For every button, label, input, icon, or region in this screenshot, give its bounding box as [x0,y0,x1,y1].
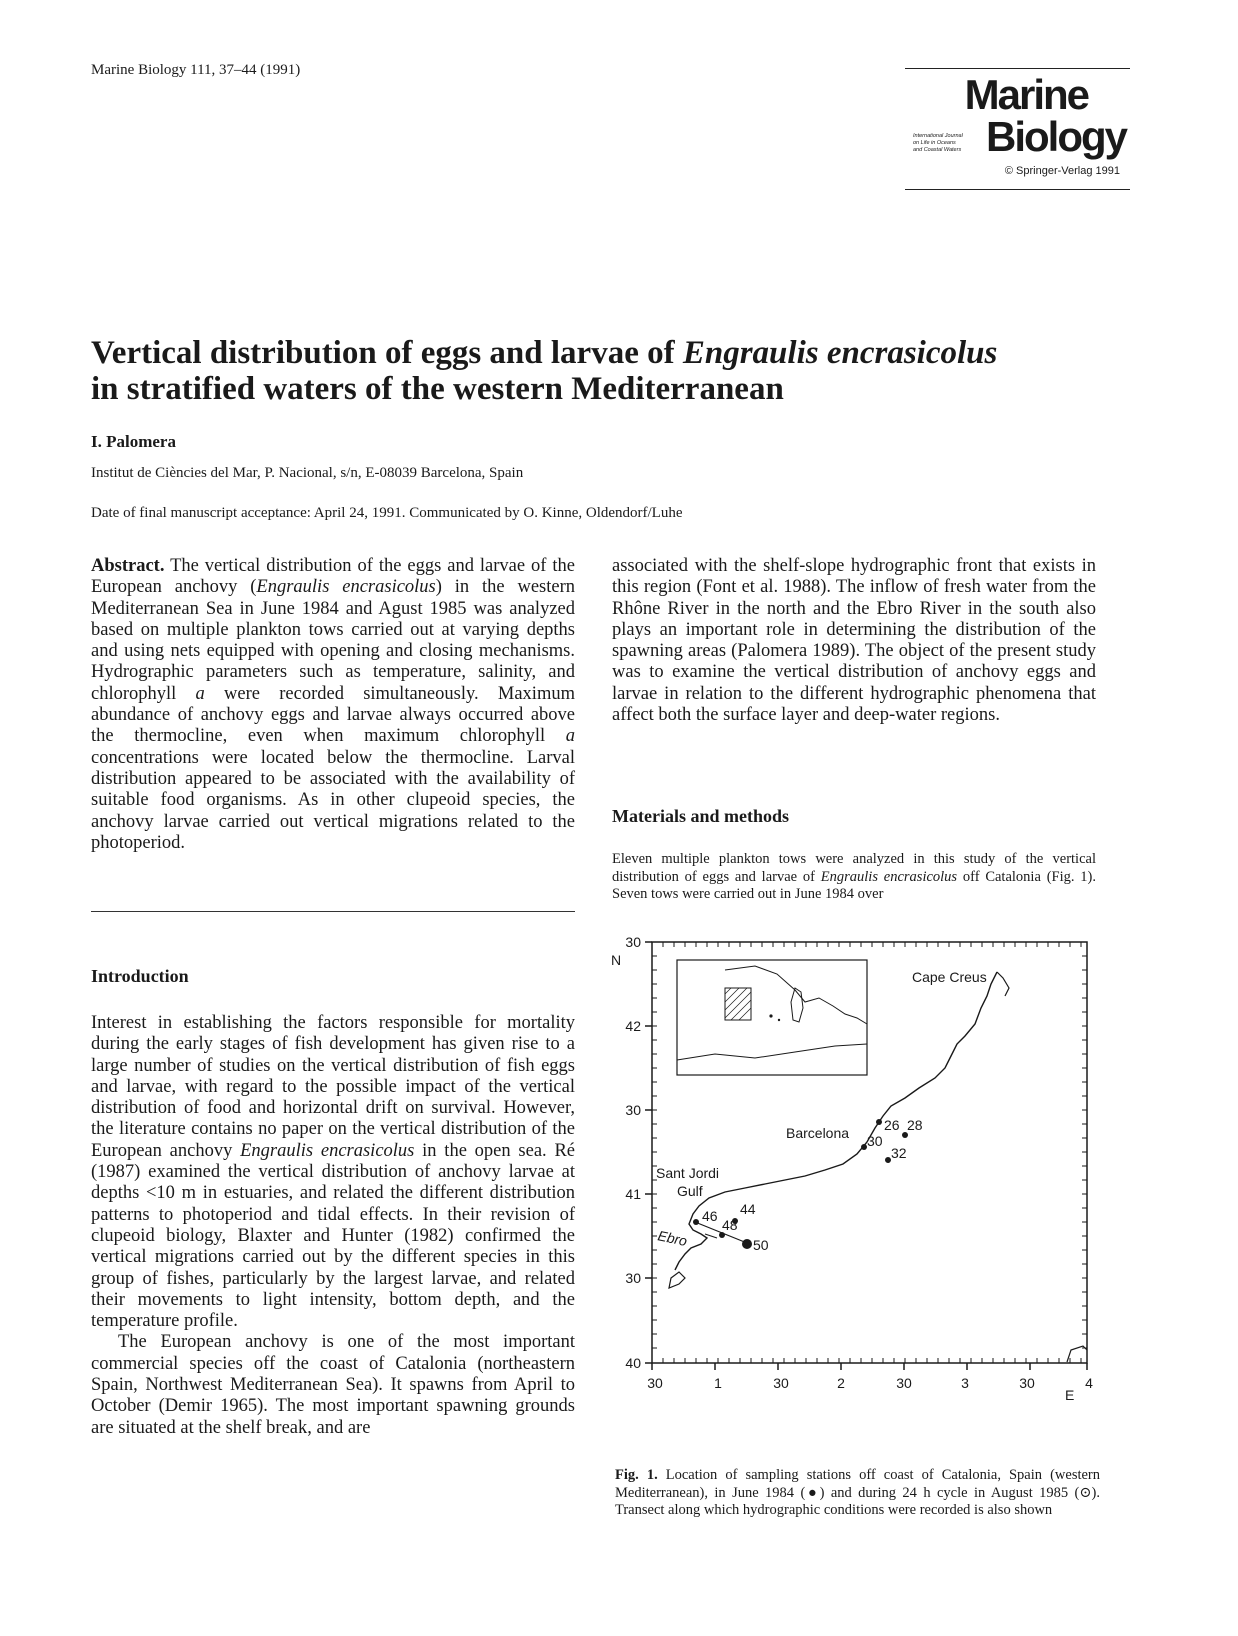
logo-tagline-line: and Coastal Waters [913,147,962,153]
station-label: 48 [722,1217,738,1233]
methods-species: Engraulis encrasicolus [820,868,958,885]
logo-copyright: © Springer-Verlag 1991 [1004,165,1120,177]
x-tick-label: 3 [961,1375,969,1391]
methods-text: off Catalonia (Fig. 1). Seven tows were carried out in June 1984 over [612,868,1096,902]
intro-paragraph-1 [91,1013,575,1332]
inset-frame [677,960,867,1075]
caption-label: Fig. 1. [615,1467,658,1483]
caption-text: ). Transect along which hydrographic conditions were recorded is also shown [615,1484,1100,1518]
x-tick-label: 4 [1085,1375,1093,1391]
station-26-marker [876,1119,882,1125]
affiliation: Institut de Ciències del Mar, P. Nacional, s/n, E-08039 Barcelona, Spain [91,465,524,481]
caption-symbol: ● [805,1484,820,1501]
station-label: 26 [884,1117,900,1133]
abstract-chl-a: a [565,726,575,747]
label-barcelona: Barcelona [786,1125,850,1141]
author: I. Palomera [91,432,176,451]
logo-line1: Marine [964,71,1088,118]
abstract-label: Abstract. [91,556,165,576]
label-sant-jordi: Sant Jordi [656,1165,720,1181]
x-tick-label: 1 [714,1375,722,1391]
x-tick-label: 30 [896,1375,912,1391]
introduction-body [91,1013,575,1439]
inset-island [778,1019,780,1021]
station-46-marker [693,1219,699,1225]
east-label: E [1065,1387,1075,1403]
abstract-species: Engraulis encrasicolus [256,577,436,598]
caption-text: Location of sampling stations off coast of Catalonia, Spain (western Mediterranean), in June 1984 ( [615,1467,1100,1501]
intro-paragraph-2: The European anchovy is one of the most important commercial species off the coast of Catalonia (northeastern Spain, Northwest Mediterranean Sea). It spawns from April to October (Demir 1965). The most important spawning grounds are situated at the shelf break, and are [91,1332,575,1438]
y-tick-label: 40 [625,1355,641,1371]
running-head: Marine Biology 111, 37–44 (1991) [91,62,301,78]
label-gulf: Gulf [677,1183,703,1199]
logo-tagline [913,133,975,154]
logo-line2: Biology [986,113,1126,160]
y-tick-label: 41 [625,1186,641,1202]
station-label: 32 [891,1145,907,1161]
intro-paragraph-3: associated with the shelf-slope hydrographic front that exists in this region (Font et al. 1988). The inflow of fresh water from the Rhône River in the north and the Ebro River in the south also plays an important role in determining the distribution of the spawning areas (Palomera 1989). The object of the present study was to examine the vertical distribution of anchovy eggs and larvae in relation to the different hydrographic phenomena that affect both the surface layer and deep-water regions. [612,556,1096,726]
caption-text: ) and during 24 h cycle in August 1985 ( [819,1484,1080,1501]
journal-logo [905,68,1130,190]
label-cape-creus: Cape Creus [912,969,987,985]
label-ebro: Ebro [656,1227,689,1250]
title-part2: in stratified waters of the western Mediterranean [91,371,784,407]
methods-heading: Materials and methods [612,806,789,826]
y-tick-label: 30 [625,1102,641,1118]
station-label: 28 [907,1117,923,1133]
title-species: Engraulis encrasicolus [682,335,998,371]
abstract-text: ) in the western Mediterranean Sea in June 1984 and Agust 1985 was analyzed based on multiple plankton tows carried out at varying depths and using nets equipped with opening and closing mechanisms. Hydrographic parameters such as temperature, salinity, and chlorophyll [91,577,575,704]
station-50-marker [742,1239,752,1249]
logo-tagline-line: International Journal [913,133,963,139]
introduction-heading: Introduction [91,966,189,986]
methods-body [612,851,1096,904]
title-part1: Vertical distribution of eggs and larvae of [91,335,683,371]
y-tick-label: 30 [625,1270,641,1286]
abstract-text: The vertical distribution of the eggs and larvae of the European anchovy ( [91,556,575,598]
cape-creus-coast [997,972,1009,996]
north-label: N [611,952,622,968]
intro-text: Interest in establishing the factors responsible for mortality during the early stages of fish development has given rise to a large number of studies on the vertical distribution of fish eggs and larvae, with regard to the possible impact of the vertical distribution of food and horizontal drift on survival. However, the literature contains no paper on the vertical distribution of the European anchovy [91,1013,575,1161]
station-label: 44 [740,1201,756,1217]
y-tick-label: 30 [625,934,641,950]
x-tick-label: 30 [647,1375,663,1391]
inset-map [677,960,867,1075]
station-label: 30 [867,1133,883,1149]
manuscript-dates: Date of final manuscript acceptance: April 24, 1991. Communicated by O. Kinne, Oldendorf/Luhe [91,505,683,521]
figure-1-map [605,932,1105,1462]
y-tick-labels [625,934,641,1371]
y-tick-label: 42 [625,1018,641,1034]
x-tick-label: 2 [837,1375,845,1391]
methods-text: Eleven multiple plankton tows were analyzed in this study of the vertical distribution of eggs and larvae of [612,851,1096,885]
abstract-text: concentrations were located below the thermocline. Larval distribution appeared to be associated with the availability of suitable food organisms. As in other clupeoid species, the anchovy larvae carried out vertical migrations related to the photoperiod. [91,747,575,853]
station-label: 50 [753,1237,769,1253]
x-tick-label: 30 [773,1375,789,1391]
station-label: 46 [702,1208,718,1224]
abstract-text: were recorded simultaneously. Maximum abundance of anchovy eggs and larvae always occurred above the thermocline, even when maximum chlorophyll [91,683,575,747]
intro-text: in the open sea. Ré (1987) examined the vertical distribution of anchovy larvae at depths <10 m in estuaries, and related the different distribution patterns to photoperiod and tidal effects. In their revision of clupeoid biology, Blaxter and Hunter (1982) confirmed the vertical migrations carried out by the different species in this group of fishes, particularly by the largest larvae, and related their movements to light intensity, bottom depth, and the temperature profile. [91,1140,575,1332]
caption-symbol: ⊙ [1079,1484,1092,1501]
abstract-chl-a: a [195,683,205,704]
article-title [91,335,1091,407]
abstract-divider [91,911,575,912]
intro-species: Engraulis encrasicolus [240,1140,415,1161]
inset-island [769,1014,772,1017]
abstract [91,556,575,854]
x-tick-label: 30 [1019,1375,1035,1391]
logo-tagline-line: on Life in Oceans [913,140,956,146]
ebro-delta-south [669,1272,685,1288]
x-tick-labels [647,1375,1093,1391]
figure-1-caption [615,1467,1100,1520]
